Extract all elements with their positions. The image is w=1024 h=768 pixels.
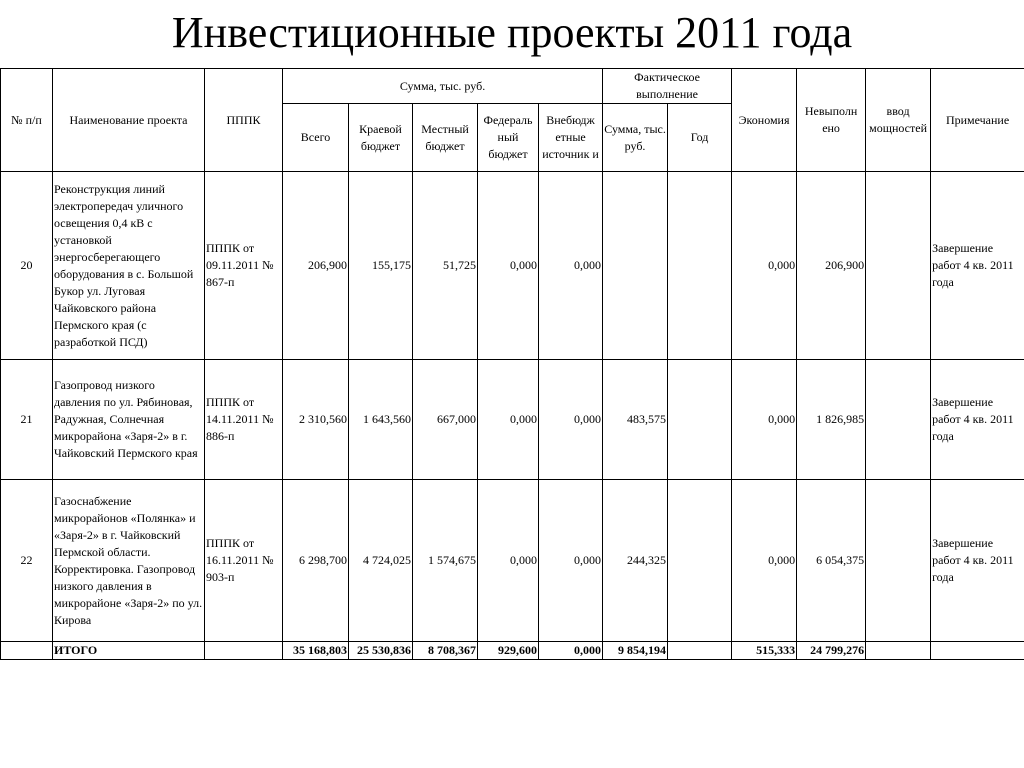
totals-year (668, 642, 732, 660)
row-unfulfilled: 206,900 (797, 172, 866, 360)
header-year: Год (668, 104, 732, 172)
table-row (1, 480, 1024, 642)
header-note: Примечание (931, 69, 1024, 172)
row-total: 206,900 (283, 172, 349, 360)
row-note: Завершение работ 4 кв. 2011 года (931, 480, 1024, 642)
row-year (668, 480, 732, 642)
totals-capacity (866, 642, 931, 660)
totals-row (1, 642, 1024, 660)
row-pppk: ПППК от 14.11.2011 № 886-п (205, 360, 283, 480)
row-capacity (866, 172, 931, 360)
header-economy: Экономия (732, 69, 797, 172)
row-year (668, 172, 732, 360)
row-federal: 0,000 (478, 172, 539, 360)
row-economy: 0,000 (732, 360, 797, 480)
totals-label: ИТОГО (53, 642, 205, 660)
row-num: 22 (1, 480, 53, 642)
header-sum-group: Сумма, тыс. руб. (283, 69, 603, 104)
header-unfulfilled: Невыполн ено (797, 69, 866, 172)
projects-table (0, 68, 1024, 660)
row-year (668, 360, 732, 480)
row-local: 667,000 (413, 360, 478, 480)
row-project-name: Газопровод низкого давления по ул. Рябиновая, Радужная, Солнечная микрорайона «Заря-2» в г. Чайковский Пермского края (53, 360, 205, 480)
row-note: Завершение работ 4 кв. 2011 года (931, 172, 1024, 360)
totals-fact-sum: 9 854,194 (603, 642, 668, 660)
row-unfulfilled: 1 826,985 (797, 360, 866, 480)
row-pppk: ПППК от 09.11.2011 № 867-п (205, 172, 283, 360)
row-capacity (866, 360, 931, 480)
row-unfulfilled: 6 054,375 (797, 480, 866, 642)
table-row (1, 360, 1024, 480)
row-fact-sum: 244,325 (603, 480, 668, 642)
header-pppk: ПППК (205, 69, 283, 172)
row-project-name: Реконструкция линий электропередач уличного освещения 0,4 кВ с установкой энергосберегающего оборудования в с. Большой Букор ул. Луговая Чайковского района Пермского края (с разработкой ПСД) (53, 172, 205, 360)
row-fact-sum (603, 172, 668, 360)
row-num: 21 (1, 360, 53, 480)
table-row (1, 172, 1024, 360)
header-regional: Краевой бюджет (349, 104, 413, 172)
row-project-name: Газоснабжение микрорайонов «Полянка» и «Заря-2» в г. Чайковский Пермской области. Корректировка. Газопровод низкого давления в микрорайоне «Заря-2» по ул. Кирова (53, 480, 205, 642)
row-local: 1 574,675 (413, 480, 478, 642)
totals-pppk (205, 642, 283, 660)
totals-num (1, 642, 53, 660)
header-extra: Внебюдж етные источник и (539, 104, 603, 172)
row-regional: 155,175 (349, 172, 413, 360)
row-total: 6 298,700 (283, 480, 349, 642)
row-fact-sum: 483,575 (603, 360, 668, 480)
row-capacity (866, 480, 931, 642)
row-economy: 0,000 (732, 172, 797, 360)
header-capacity: ввод мощностей (866, 69, 931, 172)
header-fact-sum: Сумма, тыс. руб. (603, 104, 668, 172)
header-total: Всего (283, 104, 349, 172)
row-local: 51,725 (413, 172, 478, 360)
row-total: 2 310,560 (283, 360, 349, 480)
totals-regional: 25 530,836 (349, 642, 413, 660)
totals-federal: 929,600 (478, 642, 539, 660)
row-extra: 0,000 (539, 360, 603, 480)
totals-unfulfilled: 24 799,276 (797, 642, 866, 660)
totals-note (931, 642, 1024, 660)
row-extra: 0,000 (539, 480, 603, 642)
header-federal: Федераль ный бюджет (478, 104, 539, 172)
row-federal: 0,000 (478, 360, 539, 480)
row-num: 20 (1, 172, 53, 360)
row-extra: 0,000 (539, 172, 603, 360)
totals-total: 35 168,803 (283, 642, 349, 660)
row-federal: 0,000 (478, 480, 539, 642)
header-fact-group: Фактическое выполнение (603, 69, 732, 104)
header-num: № п/п (1, 69, 53, 172)
header-name: Наименование проекта (53, 69, 205, 172)
row-regional: 1 643,560 (349, 360, 413, 480)
row-pppk: ПППК от 16.11.2011 № 903-п (205, 480, 283, 642)
totals-local: 8 708,367 (413, 642, 478, 660)
page-title: Инвестиционные проекты 2011 года (171, 8, 853, 57)
header-local: Местный бюджет (413, 104, 478, 172)
totals-extra: 0,000 (539, 642, 603, 660)
header-row-1 (1, 69, 1024, 104)
row-economy: 0,000 (732, 480, 797, 642)
row-regional: 4 724,025 (349, 480, 413, 642)
totals-economy: 515,333 (732, 642, 797, 660)
row-note: Завершение работ 4 кв. 2011 года (931, 360, 1024, 480)
